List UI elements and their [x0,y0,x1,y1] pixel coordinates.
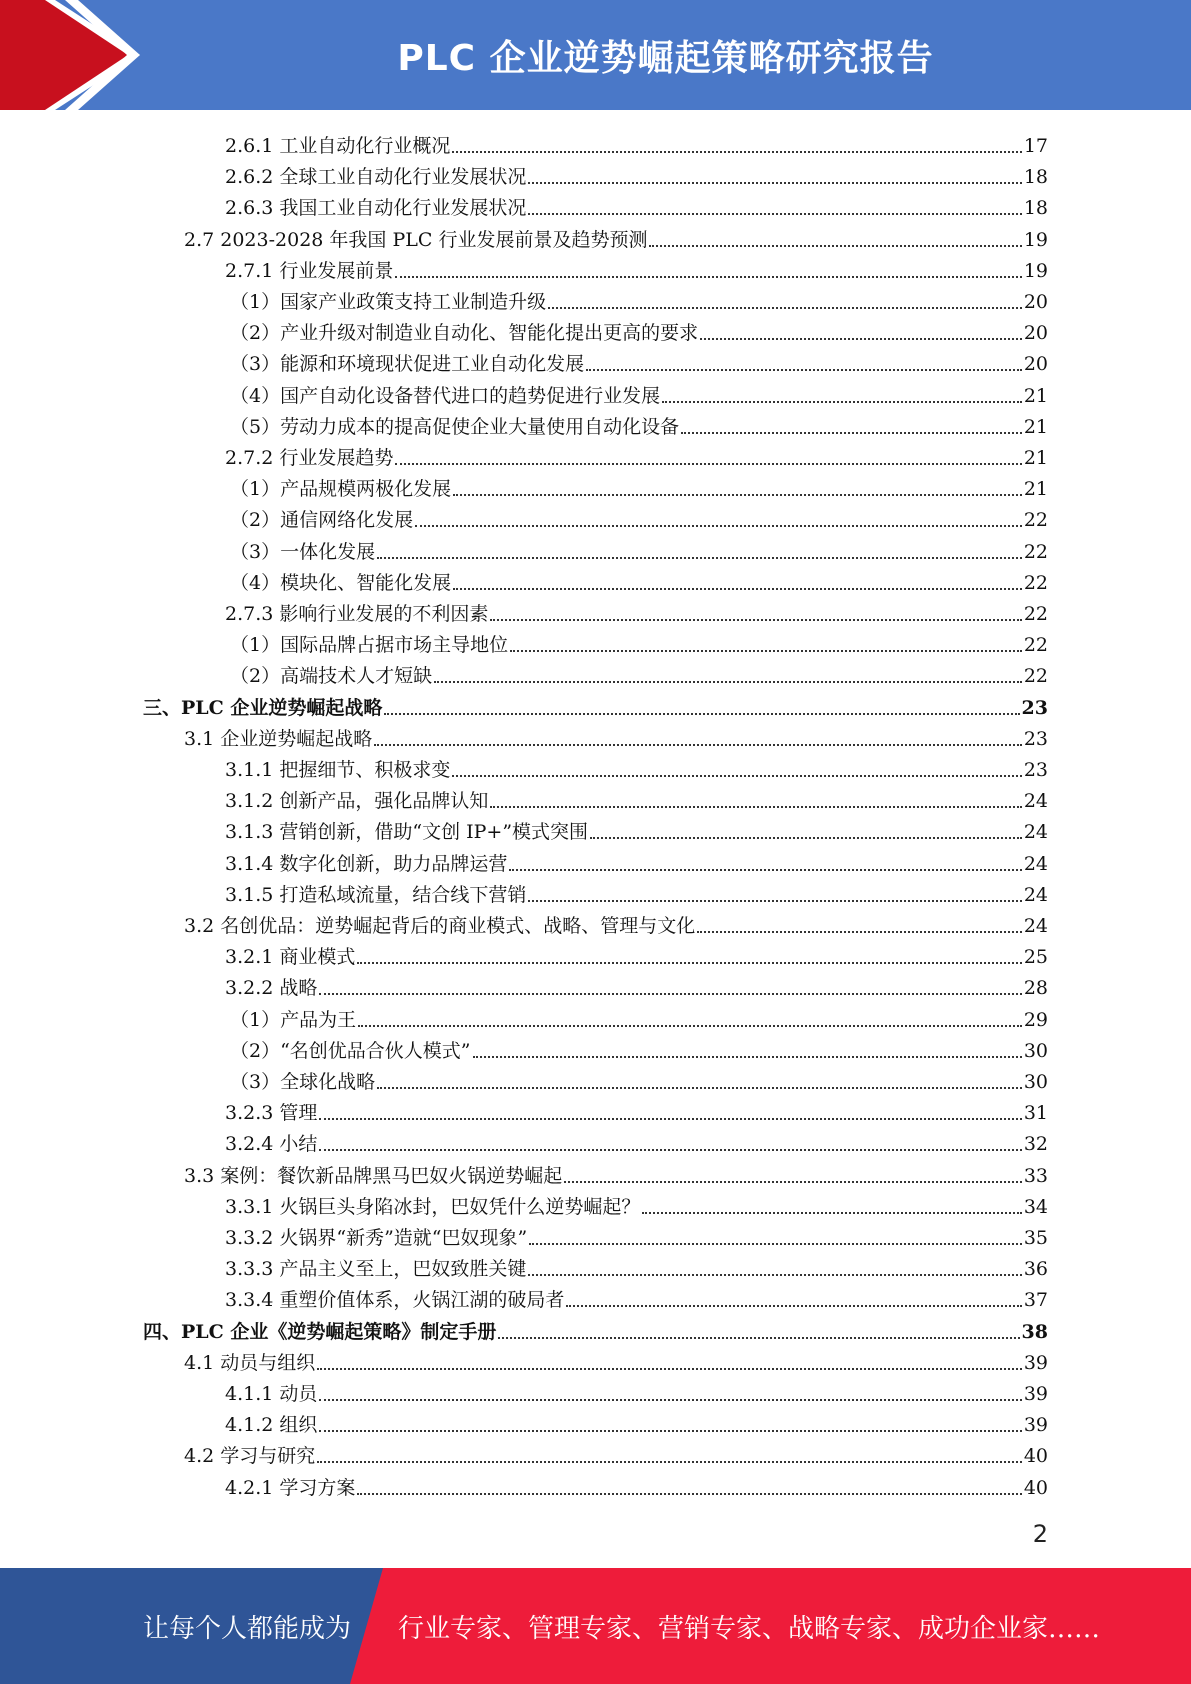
toc-entry-page: 38 [1021,1320,1048,1343]
toc-entry[interactable] [225,595,1048,626]
toc-dot-leader [662,401,1022,403]
toc-entry-page: 21 [1023,415,1048,438]
toc-entry[interactable] [225,1094,1048,1125]
toc-entry-page: 37 [1023,1289,1048,1312]
toc-entry-title: 2.6.2 全球工业自动化行业发展状况 [225,166,527,189]
toc-entry[interactable] [225,127,1048,158]
toc-entry-title: 3.1 企业逆势崛起战略 [184,727,373,750]
toc-entry-page: 40 [1023,1476,1048,1499]
header-red-chevron [0,0,140,110]
toc-entry[interactable] [184,221,1048,252]
toc-entry-title: （1）产品规模两极化发展 [230,478,452,501]
toc-dot-leader [528,1274,1021,1276]
toc-entry-page: 22 [1023,603,1048,625]
toc-dot-leader [384,713,1019,715]
toc-entry-page: 24 [1023,821,1048,844]
toc-entry-title: 3.2.4 小结 [225,1133,318,1156]
toc-entry[interactable] [230,626,1048,657]
toc-dot-leader [377,557,1022,559]
toc-dot-leader [415,525,1022,527]
toc-dot-leader [453,494,1022,496]
toc-dot-leader [490,619,1021,621]
toc-dot-leader [528,900,1021,902]
toc-entry-page: 24 [1023,852,1048,875]
toc-entry-title: 3.1.1 把握细节、积极求变 [225,759,451,781]
toc-entry[interactable] [225,969,1048,1000]
toc-entry-page: 40 [1023,1445,1048,1468]
toc-entry-page: 28 [1023,977,1048,1000]
toc-entry-page: 23 [1021,696,1048,719]
footer-slogan-right: 行业专家、管理专家、营销专家、战略专家、成功企业家…… [398,1613,1101,1644]
toc-entry-page: 21 [1023,447,1048,469]
toc-entry-title: 3.2.1 商业模式 [225,946,356,969]
toc-dot-leader [697,931,1022,933]
toc-entry-title: 四、PLC 企业《逆势崛起策略》制定手册 [143,1320,497,1343]
toc-entry-title: （2）产业升级对制造业自动化、智能化提出更高的要求 [230,322,699,345]
toc-entry[interactable] [225,252,1048,283]
toc-entry-page: 17 [1023,135,1048,157]
toc-dot-leader [528,182,1021,184]
toc-entry-title: 3.1.3 营销创新，借助“文创 IP+”模式突围 [225,821,589,844]
toc-entry-page: 39 [1023,1383,1048,1405]
toc-entry-title: 3.2 名创优品：逆势崛起背后的商业模式、战略、管理与文化 [184,915,696,937]
toc-entry[interactable] [225,158,1048,189]
toc-entry-title: （3）能源和环境现状促进工业自动化发展 [230,353,585,376]
toc-entry[interactable] [230,408,1048,439]
toc-entry-title: （2）“名创优品合伙人模式” [230,1039,471,1062]
toc-entry-title: （1）国际品牌占据市场主导地位 [230,634,509,657]
toc-entry[interactable] [225,1250,1048,1281]
toc-entry-page: 39 [1023,1414,1048,1437]
toc-entry-title: 2.7.3 影响行业发展的不利因素 [225,603,489,625]
toc-entry-title: 4.2.1 学习方案 [225,1476,356,1499]
toc-dot-leader [649,245,1021,247]
toc-entry-page: 22 [1023,634,1048,657]
toc-entry-page: 24 [1023,883,1048,906]
toc-dot-leader [357,1493,1021,1495]
toc-entry-page: 30 [1023,1071,1048,1093]
toc-dot-leader [490,806,1021,808]
toc-dot-leader [642,1212,1021,1214]
toc-entry[interactable] [143,689,1048,720]
toc-entry[interactable] [225,1125,1048,1156]
toc-entry[interactable] [230,1032,1048,1063]
toc-dot-leader [548,307,1022,309]
toc-entry-title: （4）国产自动化设备替代进口的趋势促进行业发展 [230,384,661,407]
toc-dot-leader [498,1337,1019,1339]
toc-dot-leader [509,869,1021,871]
toc-entry-page: 36 [1023,1258,1048,1281]
toc-entry-title: 4.2 学习与研究 [184,1445,316,1468]
toc-entry-page: 23 [1023,727,1048,750]
toc-dot-leader [681,432,1022,434]
toc-entry-title: 3.3.3 产品主义至上，巴奴致胜关键 [225,1258,527,1281]
toc-entry-title: （3）全球化战略 [230,1071,376,1093]
toc-dot-leader [395,463,1021,465]
toc-entry-title: （4）模块化、智能化发展 [230,571,452,594]
toc-entry-title: 3.1.5 打造私域流量，结合线下营销 [225,883,527,906]
toc-dot-leader [374,744,1022,746]
toc-entry[interactable] [225,1375,1048,1406]
toc-entry[interactable] [230,501,1048,532]
toc-entry-title: 3.3.2 火锅界“新秀”造就“巴奴现象” [225,1227,528,1249]
toc-entry[interactable] [230,1001,1048,1032]
toc-entry-page: 22 [1023,540,1048,563]
toc-entry-title: 4.1.2 组织 [225,1414,318,1437]
footer-slogan-left: 让每个人都能成为 [143,1613,352,1644]
toc-dot-leader [319,1149,1021,1151]
toc-entry[interactable] [230,1063,1048,1094]
toc-dot-leader [586,369,1022,371]
toc-entry[interactable] [225,189,1048,220]
toc-entry-page: 24 [1023,790,1048,813]
toc-entry[interactable] [225,1281,1048,1312]
toc-entry[interactable] [230,345,1048,376]
toc-entry-title: 2.7.1 行业发展前景 [225,259,394,282]
toc-entry-title: 2.6.1 工业自动化行业概况 [225,135,451,157]
toc-entry[interactable] [230,533,1048,564]
toc-entry[interactable] [225,1188,1048,1219]
toc-entry[interactable] [230,377,1048,408]
toc-dot-leader [510,650,1022,652]
toc-dot-leader [357,962,1021,964]
toc-entry-page: 30 [1023,1039,1048,1062]
toc-entry-title: （2）通信网络化发展 [230,509,414,532]
toc-dot-leader [319,1118,1021,1120]
toc-entry-title: 3.1.4 数字化创新，助力品牌运营 [225,852,508,875]
toc-entry-page: 21 [1023,478,1048,501]
toc-entry-title: 3.3 案例：餐饮新品牌黑马巴奴火锅逆势崛起 [184,1164,563,1187]
toc-entry-title: 3.1.2 创新产品，强化品牌认知 [225,790,489,813]
toc-entry-title: 4.1 动员与组织 [184,1351,316,1374]
toc-entry[interactable] [230,470,1048,501]
toc-dot-leader [452,151,1021,153]
toc-entry[interactable] [225,1469,1048,1500]
toc-entry[interactable] [225,1219,1048,1250]
toc-entry-page: 29 [1023,1008,1048,1031]
toc-entry[interactable] [225,439,1048,470]
toc-entry[interactable] [225,751,1048,782]
toc-entry-page: 39 [1023,1351,1048,1374]
toc-entry-page: 19 [1023,228,1048,251]
toc-entry-title: 3.2.2 战略 [225,977,318,1000]
toc-entry-page: 31 [1023,1102,1048,1125]
toc-entry-title: （1）国家产业政策支持工业制造升级 [230,291,547,313]
toc-entry-page: 18 [1023,197,1048,220]
toc-entry-title: 3.3.1 火锅巨头身陷冰封，巴奴凭什么逆势崛起？ [225,1195,641,1218]
toc-entry-title: 4.1.1 动员 [225,1383,318,1405]
toc-dot-leader [452,775,1021,777]
toc-entry-page: 20 [1023,291,1048,313]
toc-entry-page: 21 [1023,384,1048,407]
toc-entry[interactable] [225,813,1048,844]
toc-dot-leader [529,1243,1022,1245]
toc-entry-title: 三、PLC 企业逆势崛起战略 [143,696,383,719]
toc-entry[interactable] [184,1157,1048,1188]
toc-entry[interactable] [225,845,1048,876]
toc-dot-leader [564,1181,1022,1183]
toc-entry-page: 22 [1023,509,1048,532]
toc-dot-leader [473,1056,1022,1058]
toc-entry[interactable] [225,938,1048,969]
toc-entry-title: 2.6.3 我国工业自动化行业发展状况 [225,197,527,220]
toc-entry-page: 24 [1023,915,1048,937]
toc-entry-page: 18 [1023,166,1048,189]
toc-entry[interactable] [230,314,1048,345]
toc-dot-leader [700,338,1022,340]
toc-dot-leader [434,681,1022,683]
toc-dot-leader [566,1305,1021,1307]
toc-entry-page: 19 [1023,259,1048,282]
toc-dot-leader [590,837,1022,839]
toc-entry[interactable] [230,564,1048,595]
toc-entry[interactable] [230,657,1048,688]
header-title: PLC 企业逆势崛起策略研究报告 [397,37,934,79]
toc-entry-page: 35 [1023,1227,1048,1249]
toc-entry[interactable] [184,720,1048,751]
toc-entry-page: 20 [1023,353,1048,376]
toc-entry-title: 3.3.4 重塑价值体系，火锅江湖的破局者 [225,1289,565,1312]
page-header [0,0,1191,110]
toc-entry[interactable] [225,876,1048,907]
toc-dot-leader [317,1461,1022,1463]
page-number: 2 [1032,1520,1048,1548]
toc-entry-page: 20 [1023,322,1048,345]
toc-entry[interactable] [225,782,1048,813]
toc-entry-title: 2.7.2 行业发展趋势 [225,447,394,469]
toc-dot-leader [395,276,1021,278]
toc-dot-leader [453,588,1022,590]
toc-entry-page: 33 [1023,1164,1048,1187]
toc-entry-page: 25 [1023,946,1048,969]
toc-dot-leader [319,1399,1021,1401]
toc-entry-page: 22 [1023,571,1048,594]
toc-entry-title: （3）一体化发展 [230,540,376,563]
toc-entry[interactable] [230,283,1048,314]
toc-entry-page: 32 [1023,1133,1048,1156]
toc-entry-title: 3.2.3 管理 [225,1102,318,1125]
toc-dot-leader [377,1087,1022,1089]
toc-entry-page: 23 [1023,759,1048,781]
toc-entry-title: 2.7 2023-2028 年我国 PLC 行业发展前景及趋势预测 [184,228,648,251]
toc-dot-leader [358,1025,1022,1027]
toc-entry-title: （2）高端技术人才短缺 [230,665,433,688]
toc-entry-title: （5）劳动力成本的提高促使企业大量使用自动化设备 [230,415,680,438]
toc-dot-leader [528,213,1021,215]
toc-entry[interactable] [225,1406,1048,1437]
toc-entry[interactable] [184,1344,1048,1375]
toc-dot-leader [319,993,1021,995]
toc-entry-page: 34 [1023,1195,1048,1218]
page-footer [0,1568,1191,1684]
toc-entry-title: （1）产品为王 [230,1008,357,1031]
toc-entry[interactable] [184,907,1048,938]
toc-entry[interactable] [184,1437,1048,1468]
toc-dot-leader [319,1430,1021,1432]
toc-entry[interactable] [143,1313,1048,1344]
toc-entry-page: 22 [1023,665,1048,688]
toc-dot-leader [317,1368,1022,1370]
